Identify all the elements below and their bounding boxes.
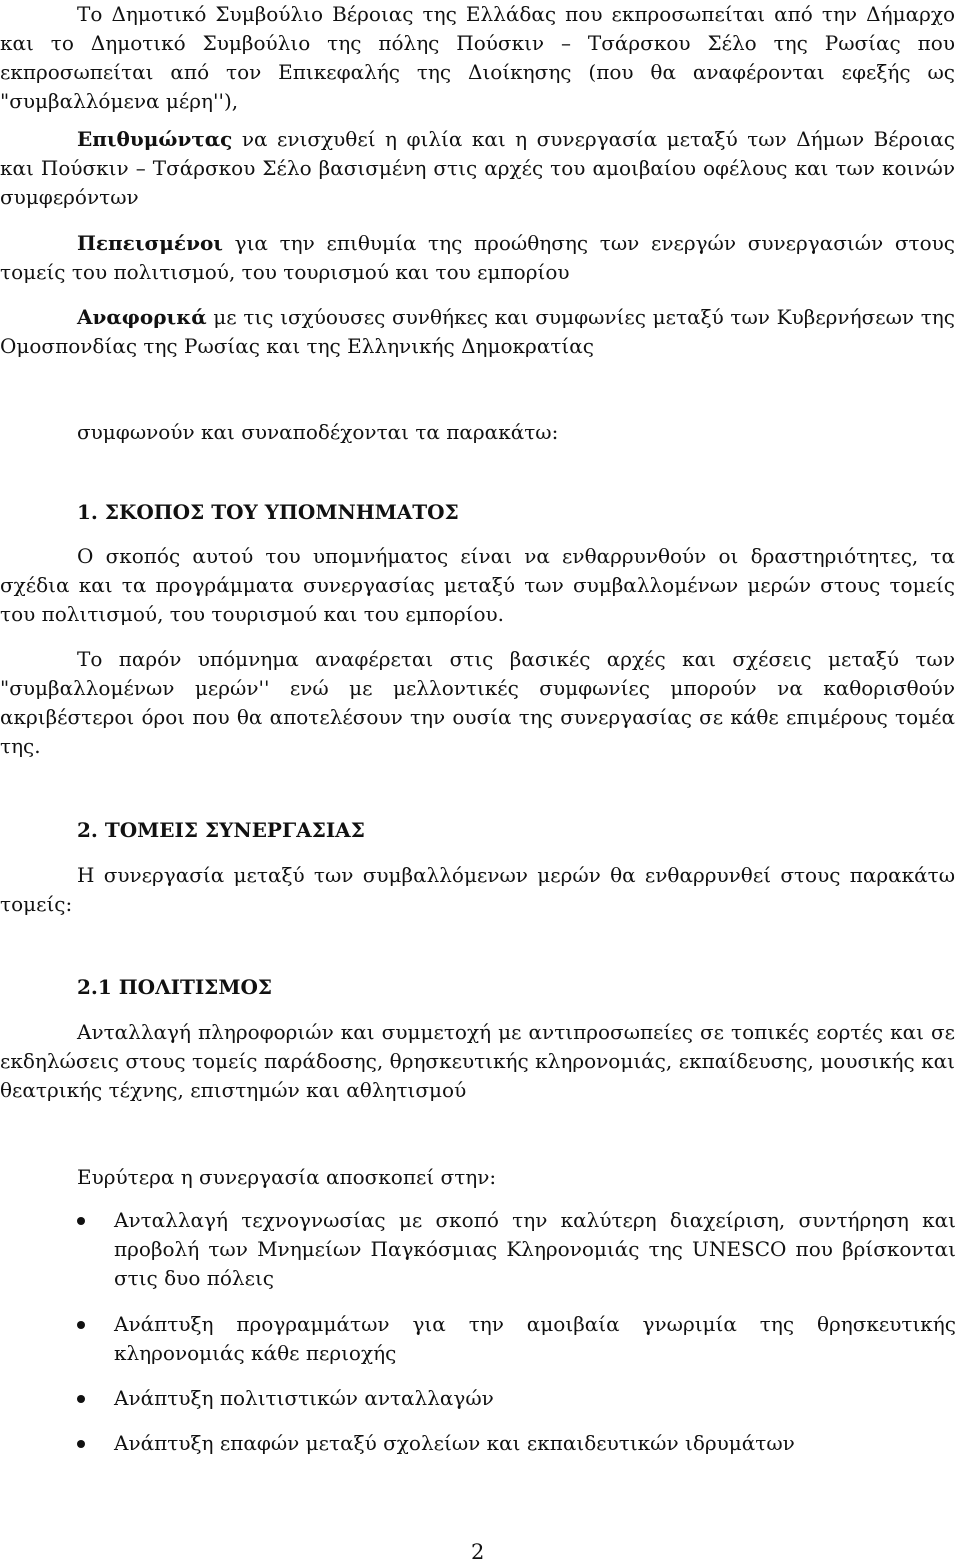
whereas-paragraph-3	[0, 303, 955, 361]
section-1-heading: 1. ΣΚΟΠΟΣ ΤΟΥ ΥΠΟΜΝΗΜΑΤΟΣ	[77, 500, 459, 524]
section-2-1-heading: 2.1 ΠΟΛΙΤΙΣΜΟΣ	[77, 975, 273, 999]
whereas-text: για την επιθυμία της προώθησης των ενεργών συνεργασιών στους τομείς του πολιτισμού, του τουρισμού και του εμπορίου	[0, 231, 955, 284]
agree-line: συμφωνούν και συναποδέχονται τα παρακάτω:	[77, 420, 559, 444]
section-2-1-paragraph: Ανταλλαγή πληροφοριών και συμμετοχή με αντιπροσωπείες σε τοπικές εορτές και σε εκδηλώσεις στους τομείς παράδοσης, θρησκευτικής κληρονομιάς, εκπαίδευσης, μουσικής και θεατρικής τέχνης, επιστημών και αθλητισμού	[0, 1020, 955, 1102]
whereas-paragraph-1	[0, 125, 955, 212]
section-1-paragraph-1: Ο σκοπός αυτού του υπομνήματος είναι να ενθαρρυνθούν οι δραστηριότητες, τα σχέδια και τα προγράμματα συνεργασίας μεταξύ των συμβαλλομένων μερών στους τομείς του πολιτισμού, του τουρισμού και του εμπορίου.	[0, 544, 955, 626]
list-item: Ανάπτυξη επαφών μεταξύ σχολείων και εκπαιδευτικών ιδρυμάτων	[114, 1431, 795, 1455]
section-2-heading: 2. ΤΟΜΕΙΣ ΣΥΝΕΡΓΑΣΙΑΣ	[77, 818, 365, 842]
whereas-text: με τις ισχύουσες συνθήκες και συμφωνίες μεταξύ των Κυβερνήσεων της Ομοσπονδίας της Ρωσίας και της Ελληνικής Δημοκρατίας	[0, 305, 955, 358]
list-item: Ανταλλαγή τεχνογνωσίας με σκοπό την καλύτερη διαχείριση, συντήρηση και προβολή των Μνημείων Παγκόσμιας Κληρονομιάς της UNESCO που βρίσκονται στις δυο πόλεις	[114, 1208, 956, 1290]
whereas-keyword: Επιθυμώντας	[77, 127, 233, 151]
page-number: 2	[471, 1540, 485, 1564]
section-2-paragraph: Η συνεργασία μεταξύ των συμβαλλόμενων μερών θα ενθαρρυνθεί στους παρακάτω τομείς:	[0, 863, 955, 916]
bullet-icon	[77, 1321, 85, 1329]
bullet-icon	[77, 1395, 85, 1403]
list-item: Ανάπτυξη πολιτιστικών ανταλλαγών	[114, 1386, 494, 1410]
whereas-keyword: Αναφορικά	[77, 305, 207, 329]
bullet-icon	[77, 1217, 85, 1225]
section-2-1-intro-line: Ευρύτερα η συνεργασία αποσκοπεί στην:	[77, 1165, 497, 1189]
whereas-paragraph-2	[0, 229, 955, 287]
whereas-text: να ενισχυθεί η φιλία και η συνεργασία μεταξύ των Δήμων Βέροιας και Πούσκιν – Τσάρσκου Σέλο βασισμένη στις αρχές του αμοιβαίου οφέλους και των κοινών συμφερόντων	[0, 127, 955, 209]
intro-paragraph: Το Δημοτικό Συμβούλιο Βέροιας της Ελλάδας που εκπροσωπείται από την Δήμαρχο και το Δημοτικό Συμβούλιο της πόλης Πούσκιν – Τσάρσκου Σέλο της Ρωσίας που εκπροσωπείται από τον Επικεφαλής της Διοίκησης (που θα αναφέρονται εφεξής ως "συμβαλλόμενα μέρη''),	[0, 2, 955, 113]
list-item: Ανάπτυξη προγραμμάτων για την αμοιβαία γνωριμία της θρησκευτικής κληρονομιάς κάθε περιοχής	[114, 1312, 956, 1365]
whereas-keyword: Πεπεισμένοι	[77, 231, 223, 255]
bullet-icon	[77, 1440, 85, 1448]
section-1-paragraph-2: Το παρόν υπόμνημα αναφέρεται στις βασικές αρχές και σχέσεις μεταξύ των "συμβαλλομένων μερών'' ενώ με μελλοντικές συμφωνίες μπορούν να καθορισθούν ακριβέστεροι όροι που θα αποτελέσουν την ουσία της συνεργασίας σε κάθε επιμέρους τομέα της.	[0, 647, 955, 758]
